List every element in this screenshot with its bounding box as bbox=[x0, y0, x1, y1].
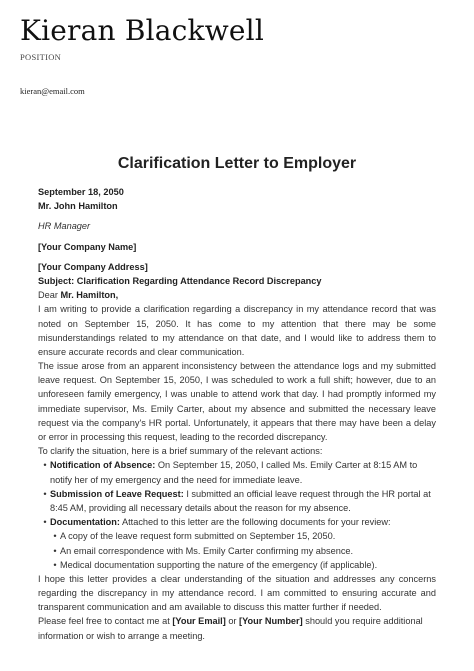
paragraph-line: leave request. On September 15, 2050, I was scheduled to work a full shift; however, due to an bbox=[38, 375, 436, 386]
list-item bbox=[38, 487, 436, 501]
salutation-name: Mr. Hamilton, bbox=[60, 290, 119, 301]
letter-body bbox=[38, 185, 436, 643]
letter-date: September 18, 2050 bbox=[38, 187, 124, 197]
list-item-continuation: 8:45 AM, providing all necessary details about the reason for my absence. bbox=[50, 502, 351, 513]
letter-title: Clarification Letter to Employer bbox=[117, 155, 357, 172]
sender-name: Kieran Blackwell bbox=[20, 14, 264, 47]
list-item-text: Attached to this letter are the following documents for your review: bbox=[119, 517, 391, 528]
sub-list-item-text: Medical documentation supporting the nature of the emergency (if applicable). bbox=[60, 559, 378, 570]
paragraph-line: transparent communication and am available to discuss this matter further if needed. bbox=[38, 602, 382, 613]
contact-number-placeholder: [Your Number] bbox=[239, 616, 303, 627]
bullet-icon: • bbox=[43, 517, 47, 528]
paragraph-4 bbox=[38, 572, 436, 615]
sub-list-item-text: A copy of the leave request form submitted on September 15, 2050. bbox=[60, 531, 336, 542]
paragraph-line: noted on September 15, 2050. It has come to my attention that there may be some bbox=[38, 318, 436, 329]
bullet-icon: • bbox=[53, 545, 57, 556]
paragraph-line: regarding the discrepancy in my attendance record. I am committed to ensuring accurate and bbox=[38, 588, 436, 599]
contact-prefix: Please feel free to contact me at bbox=[38, 616, 173, 627]
company-name: [Your Company Name] bbox=[38, 241, 137, 252]
contact-email-placeholder: [Your Email] bbox=[172, 616, 226, 627]
subject-line: Subject: Clarification Regarding Attendance Record Discrepancy bbox=[38, 275, 322, 286]
paragraph-2 bbox=[38, 359, 436, 444]
salutation-prefix: Dear bbox=[38, 290, 61, 301]
company-address: [Your Company Address] bbox=[38, 261, 148, 272]
list-item-text: On September 15, 2050, I called Ms. Emily Carter at 8:15 AM to bbox=[155, 460, 418, 471]
paragraph-5 bbox=[38, 614, 436, 642]
paragraph-line: or error in processing this request, leading to the recorded discrepancy. bbox=[38, 432, 328, 442]
paragraph-line: unforeseen family emergency, I was unable to attend work that day. I had promptly informed my bbox=[38, 389, 436, 400]
action-list bbox=[38, 458, 436, 572]
bullet-icon: • bbox=[53, 531, 57, 542]
contact-mid: or bbox=[225, 616, 240, 627]
paragraph-line: request via the company's HR portal. Unfortunately, it appears that there may have been a delay bbox=[38, 417, 436, 428]
salutation bbox=[38, 288, 436, 302]
list-item bbox=[38, 515, 436, 529]
paragraph-line: misunderstandings related to my attendance on that date, and I would like to address them to bbox=[38, 332, 436, 343]
list-item-continuation: notify her of my emergency and the need for immediate leave. bbox=[50, 474, 303, 485]
list-item-label: Submission of Leave Request: bbox=[50, 488, 184, 499]
sub-list-item bbox=[38, 529, 436, 543]
bullet-icon: • bbox=[43, 460, 47, 471]
paragraph-line: immediate supervisor, Ms. Emily Carter, about my absence and submitted the necessary leave bbox=[38, 403, 436, 414]
paragraph-line: I am writing to provide a clarification regarding a discrepancy in my attendance record that was bbox=[38, 304, 436, 315]
list-item-label: Notification of Absence: bbox=[50, 460, 156, 471]
sender-position: POSITION bbox=[20, 52, 62, 62]
sub-list-item bbox=[38, 544, 436, 558]
sub-list-item bbox=[38, 558, 436, 572]
recipient-role: HR Manager bbox=[38, 221, 91, 232]
letterhead bbox=[20, 14, 264, 62]
sender-email[interactable]: kieran@email.com bbox=[20, 86, 85, 96]
paragraph-line bbox=[38, 614, 436, 628]
paragraph-line: information or wish to arrange a meeting. bbox=[38, 630, 205, 641]
bullet-icon: • bbox=[43, 488, 47, 499]
contact-suffix: should you require additional bbox=[302, 616, 423, 627]
paragraph-1 bbox=[38, 302, 436, 359]
list-item-text: I submitted an official leave request through the HR portal at bbox=[183, 488, 431, 499]
paragraph-line: The issue arose from an apparent inconsistency between the attendance logs and my submitted bbox=[38, 361, 436, 372]
paragraph-3: To clarify the situation, here is a brief summary of the relevant actions: bbox=[38, 446, 323, 457]
sub-list-item-text: An email correspondence with Ms. Emily Carter confirming my absence. bbox=[60, 545, 354, 556]
list-item bbox=[38, 458, 436, 472]
bullet-icon: • bbox=[53, 559, 57, 570]
paragraph-line: ensure accurate records and clear communication. bbox=[38, 346, 245, 357]
list-item-label: Documentation: bbox=[50, 517, 120, 528]
recipient-name: Mr. John Hamilton bbox=[38, 201, 118, 212]
paragraph-line: I hope this letter provides a clear understanding of the situation and addresses any concerns bbox=[38, 573, 436, 584]
